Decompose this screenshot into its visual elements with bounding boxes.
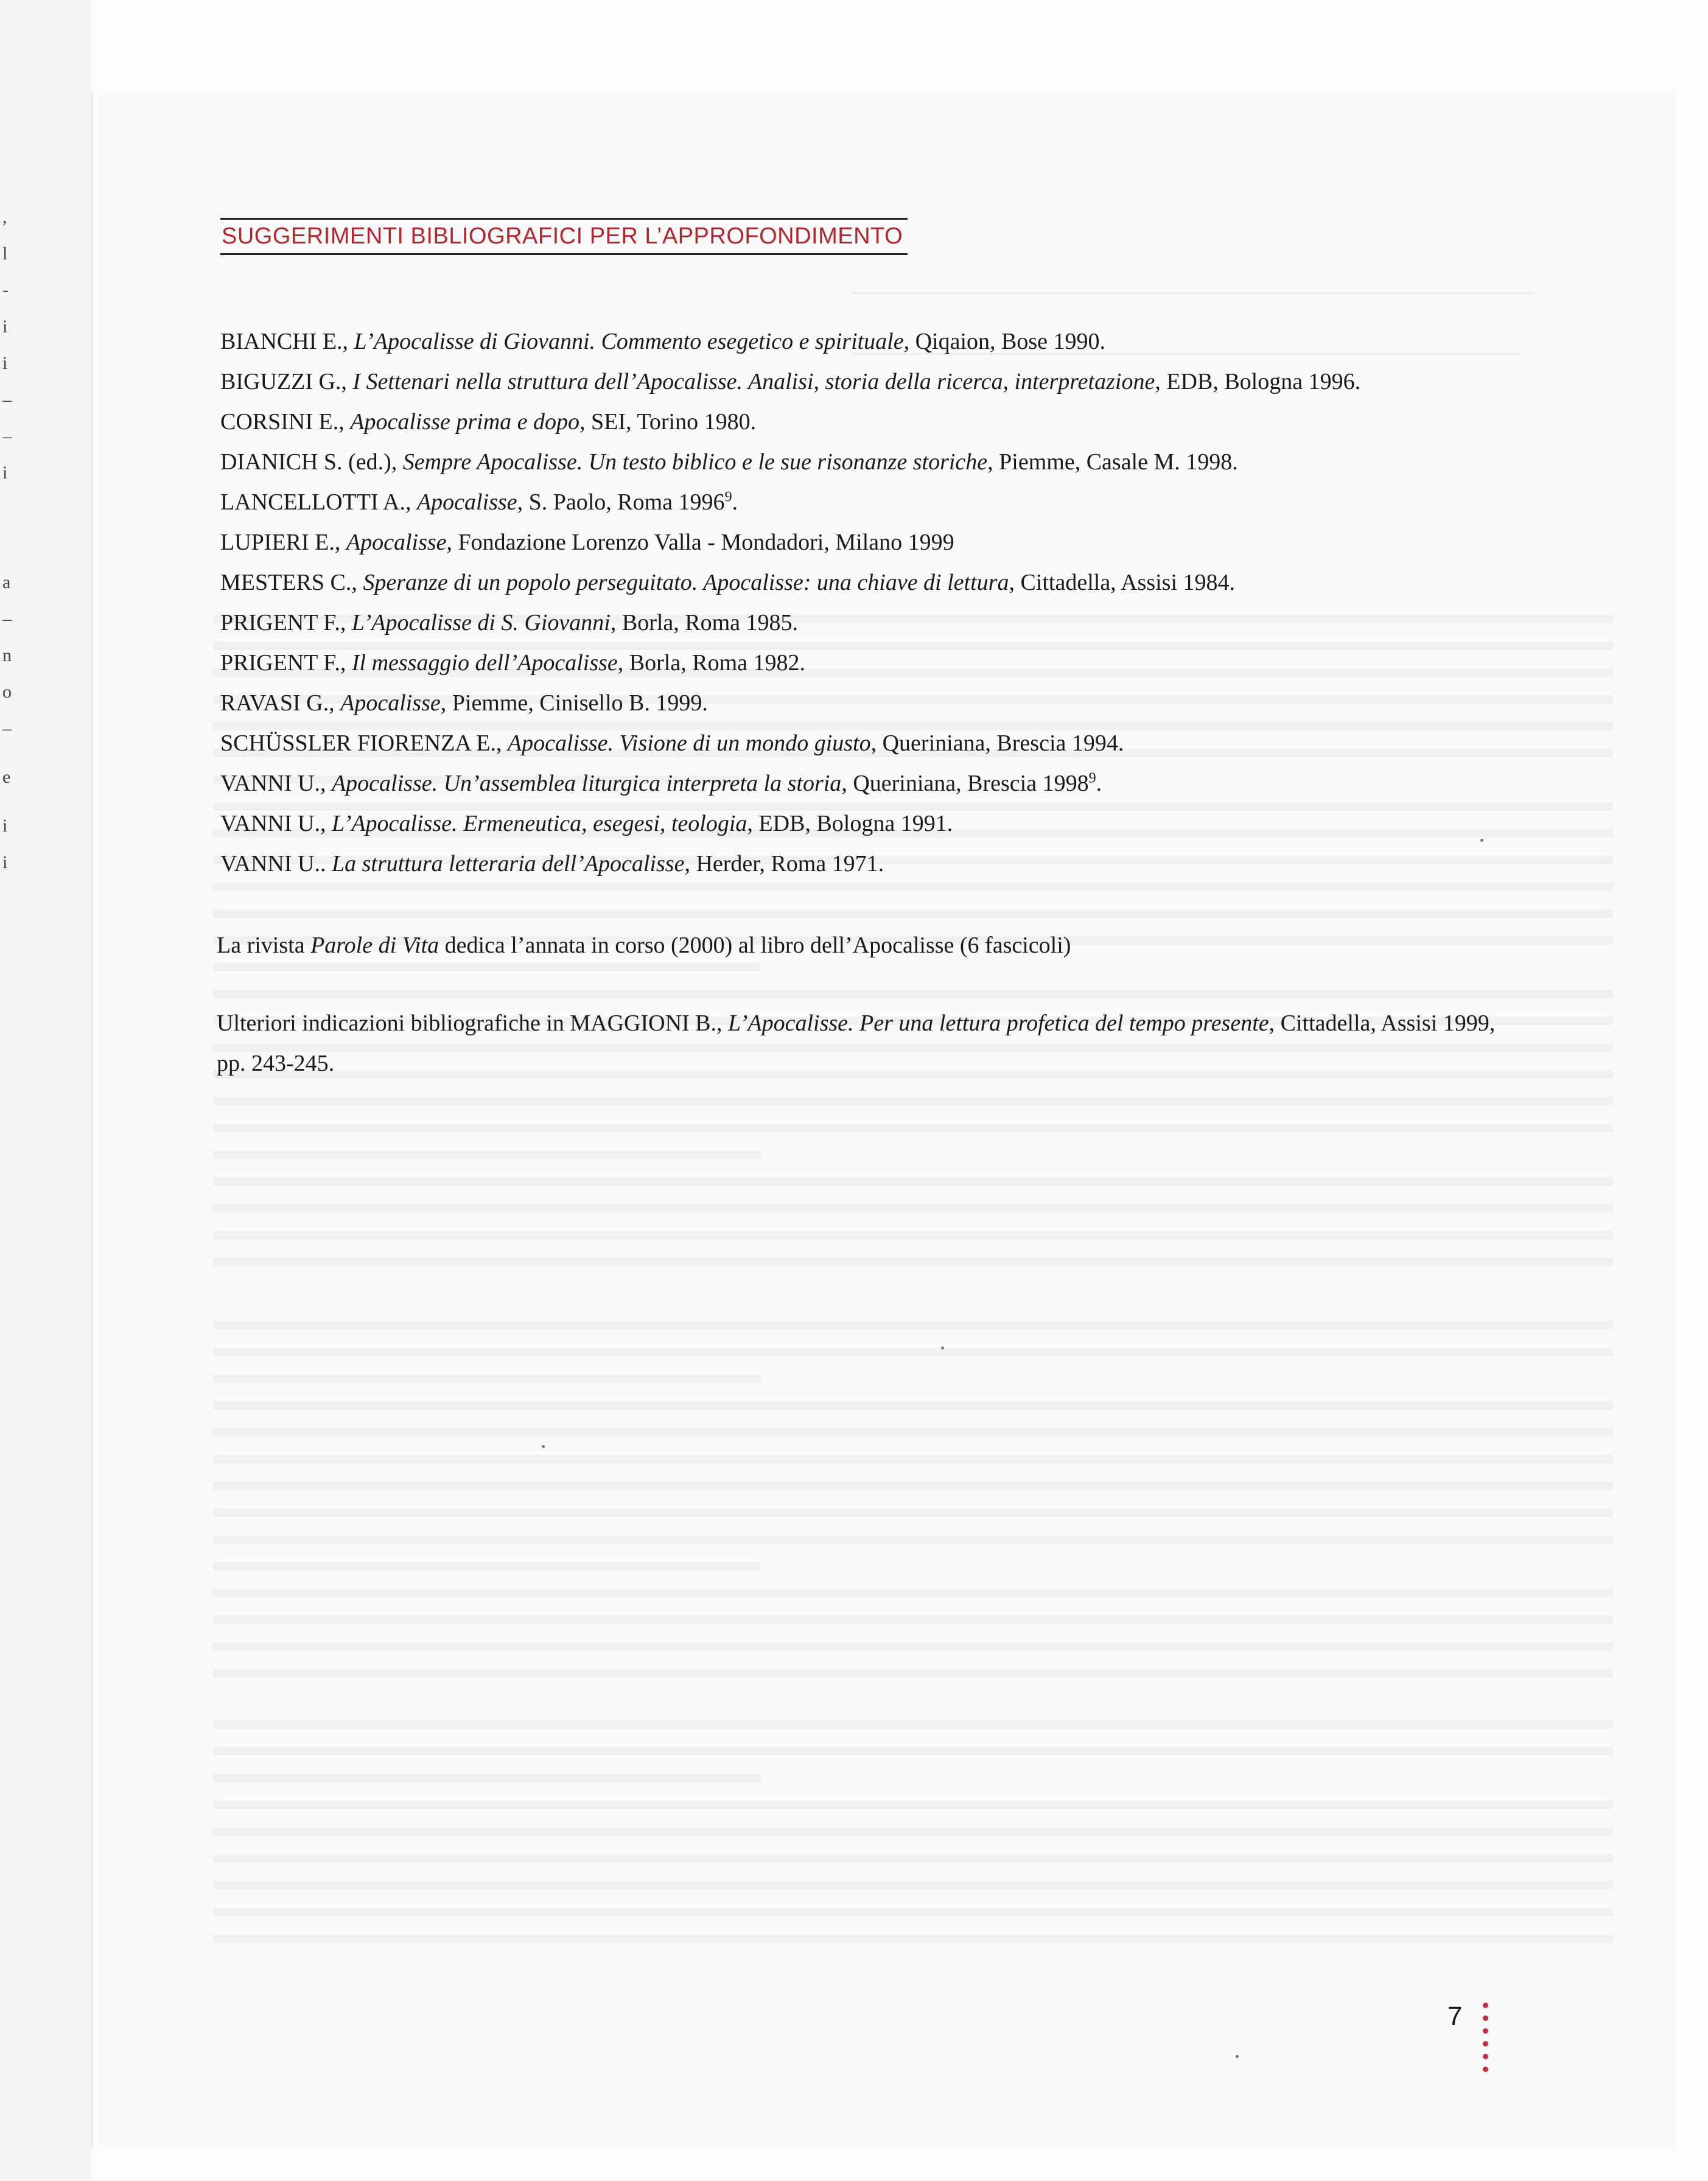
show-through-line (213, 1774, 761, 1782)
entry-title: Speranze di un popolo perseguitato. Apocalisse: una chiave di lettura (363, 570, 1009, 595)
show-through-line (213, 1401, 1613, 1410)
margin-mark: - (2, 280, 9, 300)
entry-tail: . (1096, 771, 1102, 796)
show-through-line (213, 1321, 1613, 1329)
entry-publisher: , Fondazione Lorenzo Valla - Mondadori, Milano 1999 (446, 530, 954, 555)
bibliography-entry (220, 683, 1511, 723)
show-through-line (213, 1348, 1613, 1356)
entry-author: BIGUZZI G., (220, 369, 353, 394)
margin-mark: i (2, 816, 8, 836)
entry-author: VANNI U., (220, 811, 332, 836)
magazine-note (217, 925, 1507, 965)
entry-author: LUPIERI E., (220, 530, 346, 555)
bibliography-list (220, 321, 1511, 884)
magazine-note-title: Parole di Vita (310, 933, 439, 958)
decorative-dot (1483, 2003, 1488, 2008)
entry-title: La struttura letteraria dell’Apocalisse (331, 851, 685, 877)
margin-mark: – (2, 609, 12, 629)
entry-author: VANNI U.. (220, 851, 332, 877)
decorative-dot (1483, 2054, 1488, 2059)
show-through-line (213, 1150, 761, 1159)
entry-publisher: , Queriniana, Brescia 1994. (870, 730, 1124, 756)
show-through-line (213, 1482, 1613, 1490)
entry-publisher: SEI, Torino 1980. (585, 409, 757, 435)
show-through-line (213, 1231, 1613, 1239)
entry-publisher: , Piemme, Cinisello B. 1999. (440, 690, 708, 716)
page-number-dots (1483, 2003, 1488, 2079)
entry-publisher: , Piemme, Casale M. 1998. (987, 449, 1238, 475)
bibliography-entry (220, 402, 1511, 442)
entry-author: RAVASI G., (220, 690, 341, 716)
entry-title: L’Apocalisse di Giovanni. Commento esegetico e spirituale, (354, 329, 910, 354)
scan-speck (1236, 2055, 1239, 2058)
entry-title: Apocalisse (340, 690, 441, 716)
show-through-line (213, 1428, 1613, 1437)
margin-mark: i (2, 852, 8, 872)
entry-title: I Settenari nella struttura dell’Apocalisse. Analisi, storia della ricerca, interpretazione (352, 369, 1155, 394)
show-through-line (213, 1934, 1613, 1943)
show-through-line (213, 1747, 1613, 1756)
bibliography-entry (220, 442, 1511, 482)
margin-mark: – (2, 390, 12, 410)
show-through-line (213, 1177, 1613, 1186)
bibliography-entry (220, 562, 1511, 603)
entry-publisher: , EDB, Bologna 1991. (747, 811, 953, 836)
entry-title: Apocalisse. Visione di un mondo giusto (507, 730, 871, 756)
section-heading: SUGGERIMENTI BIBLIOGRAFICI PER L’APPROFONDIMENTO (222, 223, 903, 249)
show-through-line (213, 1801, 1613, 1809)
show-through-line (213, 1455, 1613, 1463)
show-through-line (213, 1562, 761, 1570)
margin-mark: – (2, 718, 12, 738)
show-through-line (213, 1720, 1613, 1729)
bibliography-entry (220, 522, 1511, 562)
show-through-line (213, 1097, 1613, 1105)
entry-author: VANNI U., (220, 771, 332, 796)
bibliography-entry (220, 723, 1511, 763)
entry-title: Sempre Apocalisse. Un testo biblico e le sue risonanze storiche (402, 449, 988, 475)
bibliography-entry (220, 763, 1511, 803)
entry-author: MESTERS C., (220, 570, 363, 595)
entry-author: BIANCHI E., (220, 329, 354, 354)
section-heading-box (220, 218, 908, 255)
show-through-line (213, 1374, 761, 1383)
decorative-dot (1483, 2015, 1488, 2021)
further-reading-pre: Ulteriori indicazioni bibliografiche in MAGGIONI B., (217, 1010, 729, 1036)
entry-title: Apocalisse. Un’assemblea liturgica interpreta la storia (331, 771, 842, 796)
margin-mark: n (2, 645, 12, 665)
show-through-line (213, 1827, 1613, 1836)
entry-publisher: , S. Paolo, Roma 1996 (517, 489, 725, 515)
entry-author: LANCELLOTTI A., (220, 489, 417, 515)
show-through-line (213, 990, 1613, 998)
show-through-line (213, 1535, 1613, 1544)
bibliography-entry (220, 803, 1511, 844)
entry-author: CORSINI E., (220, 409, 351, 435)
entry-publisher: Qiqaion, Bose 1990. (909, 329, 1106, 354)
entry-edition: 9 (1088, 770, 1096, 786)
entry-author: SCHÜSSLER FIORENZA E., (220, 730, 508, 756)
show-through-line (213, 1908, 1613, 1916)
show-through-line (213, 1881, 1613, 1889)
scan-speck (941, 1346, 944, 1350)
show-through-line (213, 1589, 1613, 1597)
entry-publisher: , Borla, Roma 1982. (617, 650, 805, 676)
show-through-line (213, 883, 1613, 891)
show-through-line (213, 1508, 1613, 1517)
decorative-dot (1483, 2041, 1488, 2046)
scan-speck (542, 1445, 545, 1448)
margin-mark: i (2, 317, 8, 337)
show-through-line (213, 1669, 1613, 1678)
margin-mark: l (2, 243, 8, 264)
entry-title: Apocalisse prima e dopo, (350, 409, 586, 435)
entry-title: L’Apocalisse. Ermeneutica, esegesi, teologia (331, 811, 747, 836)
margin-mark: i (2, 353, 8, 373)
decorative-dot (1483, 2028, 1488, 2034)
magazine-note-pre: La rivista (217, 933, 311, 958)
margin-mark: , (2, 207, 7, 227)
magazine-note-post: dedica l’annata in corso (2000) al libro dell’Apocalisse (6 fascicoli) (439, 933, 1071, 958)
entry-title: Il messaggio dell’Apocalisse (351, 650, 618, 676)
further-reading-post: , Cittadella, Assisi 1999, pp. 243-245. (217, 1010, 1496, 1076)
margin-mark: i (2, 463, 8, 483)
further-reading-note (217, 1003, 1507, 1083)
entry-publisher: , Queriniana, Brescia 1998 (841, 771, 1089, 796)
entry-title: Apocalisse (416, 489, 517, 515)
show-through-line (213, 1204, 1613, 1213)
show-through-rule (852, 292, 1534, 294)
show-through-line (213, 1616, 1613, 1624)
margin-mark: o (2, 682, 12, 702)
bibliography-entry (220, 844, 1511, 884)
bibliography-entry (220, 643, 1511, 683)
entry-publisher: , Herder, Roma 1971. (684, 851, 884, 877)
decorative-dot (1483, 2067, 1488, 2072)
entry-title: L’Apocalisse di S. Giovanni (351, 610, 611, 635)
bibliography-entry (220, 362, 1511, 402)
facing-page-edge (0, 0, 91, 2181)
entry-author: PRIGENT F., (220, 610, 352, 635)
show-through-line (213, 909, 1613, 918)
bibliography-entry (220, 321, 1511, 362)
entry-publisher: , Borla, Roma 1985. (610, 610, 799, 635)
entry-edition: 9 (724, 489, 732, 505)
show-through-line (213, 1854, 1613, 1863)
entry-tail: . (732, 489, 738, 515)
show-through-line (213, 1124, 1613, 1132)
margin-mark: e (2, 767, 11, 787)
bibliography-entry (220, 482, 1511, 522)
show-through-line (213, 1642, 1613, 1651)
entry-author: DIANICH S. (ed.), (220, 449, 403, 475)
show-through-line (213, 1258, 1613, 1266)
scan-speck (1480, 839, 1483, 842)
entry-publisher: , EDB, Bologna 1996. (1155, 369, 1361, 394)
margin-mark: – (2, 426, 12, 446)
entry-title: Apocalisse (346, 530, 447, 555)
page-number: 7 (1447, 2001, 1463, 2031)
show-through-title (864, 158, 1412, 291)
entry-publisher: , Cittadella, Assisi 1984. (1009, 570, 1236, 595)
margin-mark: a (2, 572, 11, 592)
further-reading-title: L’Apocalisse. Per una lettura profetica del tempo presente (728, 1010, 1269, 1036)
bibliography-entry (220, 603, 1511, 643)
entry-author: PRIGENT F., (220, 650, 352, 676)
